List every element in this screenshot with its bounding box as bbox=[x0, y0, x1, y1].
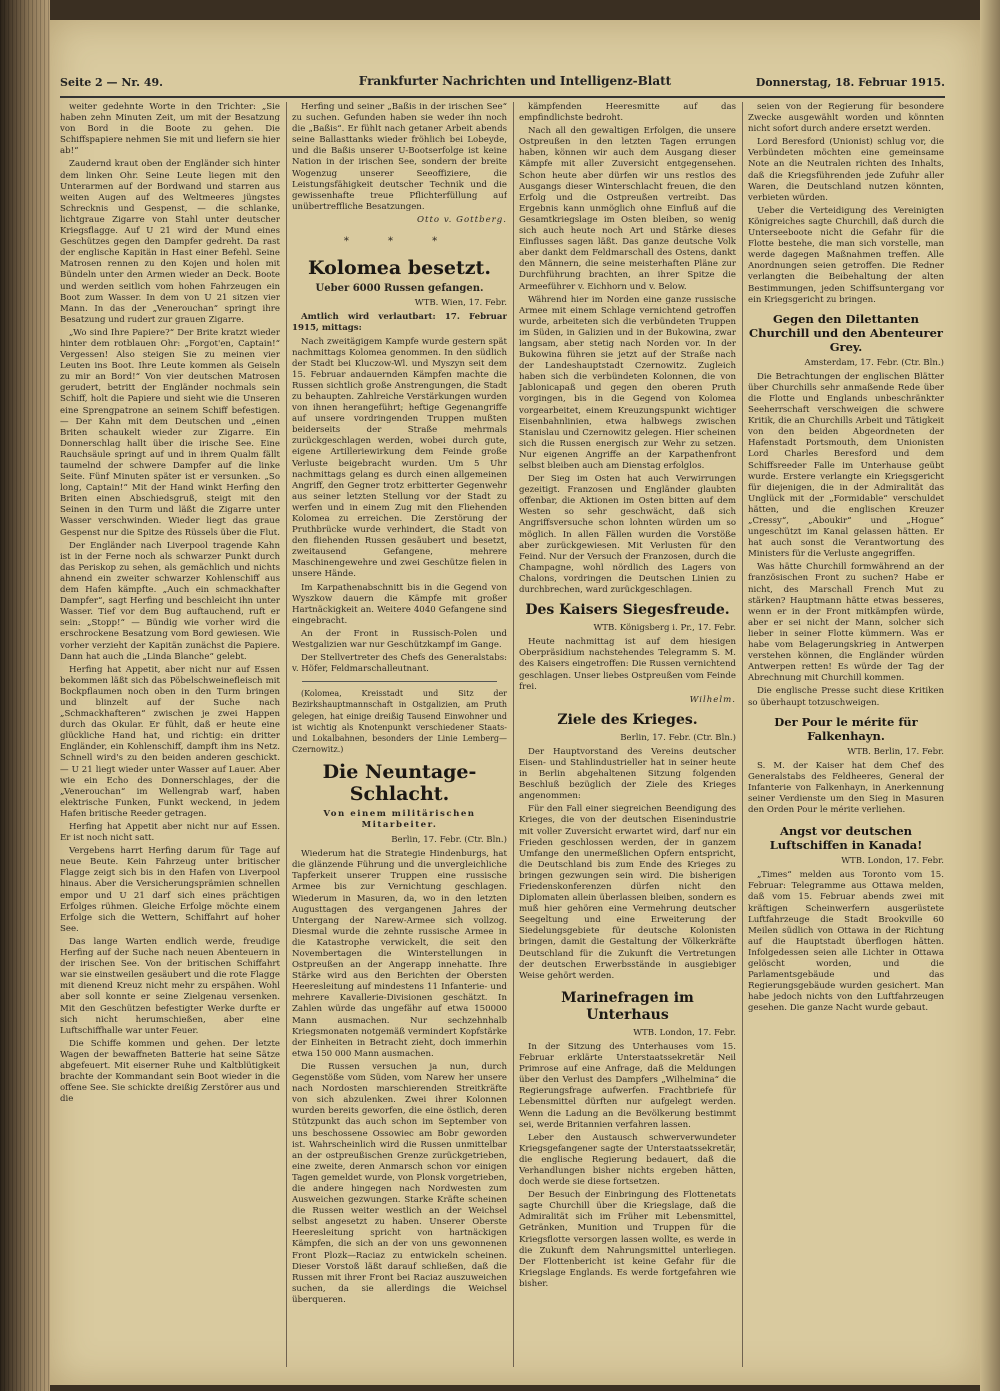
paragraph: Die Betrachtungen der englischen Blätter über Churchills sehr anmaßende Rede über die Flotte und Englands unbeschränkter Seeherrschaft verschweigen die schwere Kritik, die an Churchills Arbeit und Tätigkeit von den beiden Abgeordneten der Hafenstadt Portsmouth, dem Unionisten Lord Charles Beresford und dem Schiffsreeder Falle im Unterhause geübt wurde. Erstere verlangte ein Kriegsgericht für diejenigen, die in der Admiralität das Unglück mit der „Formidable“ verschuldet hätten, und die englischen Kreuzer „Cressy“, „Aboukir“ und „Hogue“ ungeschützt im Kanal gelassen hätten. Er hat auch sonst die Verantwortung des Ministers für die Verluste angegriffen. bbox=[748, 371, 944, 560]
subheadline-kolomea: Ueber 6000 Russen gefangen. bbox=[315, 283, 484, 295]
dateline: WTB. Königsberg i. Pr., 17. Febr. bbox=[593, 623, 736, 634]
paragraph: Der Engländer nach Liverpool tragende Kahn ist in der Ferne noch als schwarzer Punkt durch das Periskop zu sehen, als gemächlich und nichts ahnend ein zweiter schwarzer Kohlenschiff aus dem Hafen kämpfte. „Auch ein schmackhafter Dampfer“, sagt Herfing und beschleicht ihn unter Wasser. Tief vor dem Bug auftauchend, ruft er sein: „Stopp!“ — Bündig wie vorher wird die erschrockene Besatzung vom Bord gewiesen. Wie vorher verzieht der Kapitän zunächst die Papiere. Dann hat auch die „Linda Blanche“ gelebt. bbox=[60, 540, 280, 662]
signature: Der Stellvertreter des Chefs des Generalstabs: v. Höfer, Feldmarschalleutnant. bbox=[292, 653, 507, 675]
column-2 bbox=[292, 102, 507, 1367]
column-4 bbox=[748, 102, 944, 1367]
headline-luftschiffe: Angst vor deutschen Luftschiffen in Kanada! bbox=[769, 824, 923, 853]
headline-neuntage: Die Neuntage-Schlacht. bbox=[322, 760, 477, 805]
paragraph: Das lange Warten endlich werde, freudige Herfing auf der Suche nach neuen Abenteuern in der irischen See. Von der britischen Schiffahrt war sie einstweilen gesäubert und die rote Flagge mit dienend Kreuz nicht mehr zu erspähen. Wohl aber soll konnte er seine Zielgenau versenken. Mit den Geschützen befestigter Werke durfte er sich nicht herumschießen, aber eine Luftschiffhalle war unter Feuer. bbox=[60, 936, 280, 1036]
headline-siegesfreude: Des Kaisers Siegesfreude. bbox=[525, 602, 730, 619]
paragraph: Der Besuch der Einbringung des Flottenetats sagte Churchill über die Kriegslage, daß die Admiralität sich im Früher mit Lebensmittel, Getränken, Munition und Truppen für die Kriegsflotte versorgen lassen wollte, es werde in die Zukunft dem Nahrungsmittel unterliegen. Der Flottenbericht ist keine Gefahr für die Kriegslage Englands. Es werde fortgefahren wie bisher. bbox=[519, 1190, 736, 1289]
paragraph: Heute nachmittag ist auf dem hiesigen Oberpräsidium nachstehendes Telegramm S. M. des Kaisers eingetroffen: Die Russen vernichtend geschlagen. Unser liebes Ostpreußen vom Feinde frei. bbox=[519, 637, 736, 692]
dateline: Amsterdam, 17. Febr. (Ctr. Bln.) bbox=[804, 357, 944, 368]
paragraph: Wiederum hat die Strategie Hindenburgs, hat die glänzende Führung und die unvergleichliche Tapferkeit unserer Truppen eine russische Armee bis zur Vernichtung geschlagen. Wiederum in Masuren, da, wo in den letzten Augusttagen des vergangenen Jahres der Untergang der Narew-Armee sich vollzog. Diesmal wurde die zehnte russische Armee in die Katastrophe verwickelt, die seit den Novembertagen die Winterstellungen in Ostpreußen an der Angerapp innehatte. Ihre Stärke wird aus den Berichten der Obersten Heeresleitung auf mindestens 11 Infanterie- und mehrere Kavallerie-Divisionen geschätzt. In Zahlen würde das ungefähr auf etwa 150000 Mann ausmachen. Nur sechzehnhalb Kriegsmonaten notgemäß vermindert Kopfstärke der Einheiten in Betracht zieht, doch immerhin etwa 150 000 Mann ausmachen. bbox=[292, 849, 507, 1059]
paragraph: Der Hauptvorstand des Vereins deutscher Eisen- und Stahlindustrieller hat in seiner heute in Berlin abgehaltenen Sitzung folgenden Beschluß bezüglich der Ziele des Krieges angenommen: bbox=[519, 746, 736, 802]
dateline: WTB. Wien, 17. Febr. bbox=[414, 298, 507, 309]
paragraph: S. M. der Kaiser hat dem Chef des Generalstabs des Feldheeres, General der Infanterie von Falkenhayn, in Anerkennung seiner Verdienste um den Sieg in Masuren den Orden Pour le mérite verliehen. bbox=[748, 760, 944, 816]
lead: Amtlich wird verlautbart: 17. Februar 1915, mittags: bbox=[292, 312, 507, 334]
paragraph: Lord Beresford (Unionist) schlug vor, die Verbündeten möchten eine gemeinsame Note an die Neutralen richten des Inhalts, daß die Kriegsführenden jede Zufuhr aller Waren, die Deutschland nutzen könnten, verbieten würden. bbox=[748, 137, 944, 203]
paragraph: Zaudernd kraut oben der Engländer sich hinter dem linken Ohr. Seine Leute liegen mit den Unterarmen auf der Bordwand und starren aus weiten Augen auf des Weltmeeres jüngstes Schrecknis und Gespenst, — die schlanke, lichtgraue Zigarre von Stahl unter deutscher Kriegsflagge. Auf U 21 wird der Mund eines Geschützes gegen den Dampfer gedreht. Da rast der englische Kapitän in Hast einer Befehl. Seine Matrosen rennen zu den Kojen und holen mit Bündeln unter den Armen wieder an Deck. Boote und werden seitlich vom hohen Fahrzeugen ein Boot zum Wasser. In dem von U 21 sitzen vier Mann. In das der „Venerouchan“ springt ihre Besatzung und rudert zur grauen Zigarre. bbox=[60, 159, 280, 325]
column-1 bbox=[60, 102, 280, 1367]
article-continuation bbox=[292, 102, 507, 226]
column-3 bbox=[519, 102, 736, 1367]
paragraph: Herfing und seiner „Baßis in der irischen See“ zu suchen. Gefunden haben sie weder ihn noch die „Baßis“. Er fühlt nach getaner Arbeit abends seine Ballasttanks wieder fröhlich bei Lobeyde, und die Baßis unserer U-Bootserfolge ist keine Nation in der irischen See, sondern der breite Wogenzug unserer Seeoffiziere, die Leistungsfähigkeit deutscher Technik und die gewissenhafte treue Pflichterfüllung auf unübertreffliche Besatzungen. bbox=[292, 102, 507, 212]
paragraph: Die englische Presse sucht diese Kritiken so überhaupt totzuschweigen. bbox=[748, 686, 944, 708]
column-divider bbox=[513, 102, 514, 1367]
book-binding bbox=[0, 0, 50, 1391]
signature: Wilhelm. bbox=[689, 694, 736, 705]
paragraph: weiter gedehnte Worte in den Trichter: „Sie haben zehn Minuten Zeit, um mit der Besatzung von Bord in die Boote zu gehen. Die Schiffspapiere nehmen Sie mit und liefern sie hier ab!“ bbox=[60, 102, 280, 157]
headline-pour-le-merite: Der Pour le mérite für Falkenhayn. bbox=[774, 714, 918, 743]
page-header bbox=[60, 72, 945, 94]
paragraph: Die Schiffe kommen und gehen. Der letzte Wagen der bewaffneten Batterie hat seine Sätze abgefeuert. Mit eiserner Ruhe und Kaltblütigkeit brachte der Kommandant sein Boot wieder in die offene See. Sie schickte dreißig Zerstörer aus und die bbox=[60, 1038, 280, 1105]
paragraph: An der Front in Russisch-Polen und Westgalizien war nur Geschützkampf im Gange. bbox=[292, 628, 507, 651]
page-edge bbox=[980, 0, 1000, 1391]
paragraph: Nach zweitägigem Kampfe wurde gestern spät nachmittags Kolomea genommen. In den südlich der Stadt bei Kluczow-Wl. und Myszyn seit dem 15. Februar andauernden Kämpfen machte die Russen sichtlich große Anstrengungen, die Stadt zu behaupten. Zahlreiche Verstärkungen wurden von ihnen herangeführt; heftige Gegenangriffe auf unsere vordringenden Truppen mußten beiderseits der Straße mehrmals zurückgeschlagen werden, wobei durch gute, eigene Artilleriewirkung dem Feinde große Verluste beigebracht wurden. Um 5 Uhr nachmittags gelang es durch einen allgemeinen Angriff, den Gegner trotz erbitterter Gegenwehr aus seiner letzten Stellung vor der Stadt zu werfen und in einem Zug mit den Fliehenden Kolomea zu erreichen. Die Zerstörung der Pruthbrücke wurde verhindert, die Stadt von den fliehenden Russen gesäubert und besetzt, zweitausend Gefangene, mehrere Maschinengewehre und zwei Geschütze fielen in unsere Hände. bbox=[292, 336, 507, 580]
newspaper-page bbox=[50, 20, 980, 1385]
header-rule bbox=[60, 96, 945, 98]
article-body bbox=[519, 747, 736, 982]
column-divider bbox=[742, 102, 743, 1367]
issue-date: Donnerstag, 18. Februar 1915. bbox=[755, 76, 945, 89]
paragraph: „Times“ melden aus Toronto vom 15. Februar: Telegramme aus Ottawa melden, daß vom 15. Februar abends zwei mit kräftigen Scheinwerfern ausgerüstete Luftfahrzeuge die Stadt Brookville 60 Meilen südlich von Ottawa in der Richtung auf die Hauptstadt überflogen hätten. Infolgedessen seien alle Lichter in Ottawa gelöscht worden, und die Parlamentsgebäude und das Regierungsgebäude wurden gesichert. Man habe jedoch nichts von den Luftfahrzeugen gesehen. Die ganze Nacht wurde gebaut. bbox=[748, 870, 944, 1014]
headline-kolomea: Kolomea besetzt. bbox=[308, 257, 491, 280]
masthead: Frankfurter Nachrichten und Intelligenz-Blatt bbox=[358, 74, 672, 88]
paragraph: „Wo sind Ihre Papiere?“ Der Brite kratzt wieder hinter dem rotblauen Ohr: „Forgot'en, Captain!“ Vergessen! Also steigen Sie zu meinen vier Leuten ins Boot. Ihre Leute kommen als Geiseln zu mir an Bord!“ Von vier deutschen Matrosen gerudert, betritt der Engländer nochmals sein Schiff, holt die Papiere und sieht wie die Unseren eine Sprengpatrone an seinem Schiff befestigen. — Der Kahn mit dem Deutschen und „einen Briten schaukelt wieder zur Zigarre. Ein Donnerschlag hallt über die irische See. Eine Rauchsäule springt auf und in ihrem Qualm fällt taumelnd der schwere Dampfer auf die linke Seite. Fünf Minuten später ist er versunken. „So long, Captain!“ Mit der Hand winkt Herfing den Briten einen Abschiedsgruß, steigt mit den Seinen in den Turm und läßt die Zigarre unter Wasser verschwinden. Wieder liegt das graue Gespenst nur die Spitze des Rüssels über die Flut. bbox=[60, 327, 280, 538]
column-divider bbox=[286, 102, 287, 1367]
paragraph: Herfing hat Appetit aber nicht nur auf Essen. Er ist noch nicht satt. bbox=[60, 822, 280, 844]
paragraph: Die Russen versuchen ja nun, durch Gegenstöße vom Süden, vom Narew her unsere nach Nordosten marschierenden Streitkräfte von sich abzulenken. Zwei ihrer Kolonnen wurden bereits geworfen, die eine östlich, deren Stützpunkt das auch schon im September von uns beschossene Ossowiec am Bobr geworden ist. Wahrscheinlich wird die Russen unmittelbar an der ostpreußischen Grenze zurückgetrieben, eine zweite, deren Anmarsch schon vor einigen Tagen gemeldet wurde, von Plonsk vorgetrieben, die andere hingegen nach Nordwesten zum Ausweichen gezwungen. Starke Kräfte scheinen die Russen weiter westlich an der Weichsel selbst angesetzt zu haben. Unserer Oberste Heeresleitung spricht von hartnäckigen Kämpfen, die sich an der von uns gewonnenen Front Plozk—Raciaz zu entwickeln scheinen. Dieser Vorstoß läßt darauf schließen, daß die Russen mit ihrer Front bei Raciaz auszuweichen suchen, da sie allerdings die Weichsel überqueren. bbox=[292, 1061, 507, 1305]
paragraph: Was hätte Churchill formwährend an der französischen Front zu suchen? Habe er nicht, des Marschall French Mut zu stärken? Hauptmann hätte etwas besseres, wenn er in der Front mitkämpfen würde, aber er sei nicht der Mann, solcher sich lieber in seiner Flotte kümmern. Was er habe vom Belagerungskrieg in Antwerpen verstehen können, die Engländer würden Antwerpen retten! Es würde der Tag der Abrechnung mit Churchill kommen. bbox=[748, 562, 944, 684]
paragraph: kämpfenden Heeresmitte auf das empfindlichste bedroht. bbox=[519, 102, 736, 124]
paragraph: In der Sitzung des Unterhauses vom 15. Februar erklärte Unterstaatssekretär Neil Primrose auf eine Anfrage, daß die Meldungen über den Verlust des Dampfers „Wilhelmina“ die Regierungsfrage aufwerfen. Frachtbriefe für Lebensmittel dürften nur aufgelegt werden. Wenn die Ladung an die Bevölkerung bestimmt sei, werde Britannien verfahren lassen. bbox=[519, 1041, 736, 1130]
dateline: Berlin, 17. Febr. (Ctr. Bln.) bbox=[620, 732, 736, 743]
separator-stars: * * * bbox=[343, 236, 456, 248]
paragraph: Nach all den gewaltigen Erfolgen, die unsere Ostpreußen in den letzten Tagen errungen haben, können wir auch dem Ausgang dieser Kämpfe mit aller Zuversicht entgegensehen. Schon heute aber dürfen wir uns restlos des Ausgangs dieser Winterschlacht freuen, die den Erfolg und die Ostpreußen vertreibt. Das Ergebnis kann unmöglich ohne Einfluß auf die Gesamtkriegslage im Osten bleiben, so wenig sich auch heute noch Art und Stärke dieses Einflusses sagen läßt. Das ganze deutsche Volk aber dankt dem Feldmarschall des Ostens, dankt den Männern, die seine meisterhaften Pläne zur Durchführung brachten, an ihrer Spitze die Armeeführer v. Eichhorn und v. Below. bbox=[519, 126, 736, 292]
headline-dilettanten: Gegen den Dilettanten Churchill und den Abenteurer Grey. bbox=[749, 311, 943, 354]
article-body bbox=[292, 337, 507, 652]
paragraph: seien von der Regierung für besondere Zwecke ausgewählt worden und könnten nicht sofort durch andere ersetzt werden. bbox=[748, 102, 944, 135]
author-signature: Otto v. Gottberg. bbox=[416, 214, 507, 225]
headline-marinefragen: Marinefragen im Unterhaus bbox=[561, 989, 694, 1023]
article-body bbox=[292, 849, 507, 1306]
paragraph: Im Karpathenabschnitt bis in die Gegend von Wyszkow dauern die Kämpfe mit großer Hartnäckigkeit an. Weitere 4040 Gefangene sind eingebracht. bbox=[292, 582, 507, 626]
article-body bbox=[519, 1042, 736, 1290]
dateline: WTB. Berlin, 17. Febr. bbox=[847, 746, 944, 757]
paragraph: Für den Fall einer siegreichen Beendigung des Krieges, die von der deutschen Eisenindustrie mit voller Zuversicht erwartet wird, darf nur ein Frieden geschlossen werden, der in ganzem Umfange den unermeßlichen Opfern entspricht, die Deutschland bis zum Ende des Krieges zu bringen gezwungen sein wird. Die bisherigen Friedenskonferenzen dürfen nicht den Diplomaten allein überlassen bleiben, sondern es muß hier gehören eine Vermehrung deutscher Seegeltung und eine Erweiterung der Siedelungsgebiete für deutsche Kolonisten bringen, damit die Gestaltung der Völkerkräfte Deutschland für die Zukunft die Vertretungen der deutschen Erwerbsstände in ausgiebiger Weise gehört werden. bbox=[519, 804, 736, 981]
article-continuation bbox=[748, 102, 944, 306]
note: (Kolomea, Kreisstadt und Sitz der Bezirkshauptmannschaft in Ostgalizien, am Pruth gelegen, hat einige dreißig Tausend Einwohner und ist wichtig als Knotenpunkt verschiedener Staats- und Lokalbahnen, besonders der Linie Lemberg—Czernowitz.) bbox=[292, 689, 507, 754]
paragraph: Der Sieg im Osten hat auch Verwirrungen gezeitigt. Franzosen und Engländer glaubten offenbar, die Aktionen im Osten bitten auf dem Westen so sehr geschwächt, daß sich Angriffsversuche schon lohnten würden um so möglich. In allen Fällen wurden die Vorstöße aber zurückgewiesen. Mit Verlusten für den Feind. Nur der Versuch der Franzosen, durch die Champagne, wohl nördlich des Lagers von Chalons, vordringen die Deutschen Linien zu durchbrechen, ward zurückgeschlagen. bbox=[519, 474, 736, 596]
dateline: WTB. London, 17. Febr. bbox=[633, 1027, 736, 1038]
rule bbox=[302, 681, 497, 682]
article-body bbox=[748, 372, 944, 709]
paragraph: Leber den Austausch schwerverwundeter Kriegsgefangener sagte der Unterstaatssekretär, die englische Regierung bedauert, daß die Verhandlungen bisher nichts ergeben hätten, doch werde sie diese fortsetzen. bbox=[519, 1132, 736, 1188]
article-continuation bbox=[519, 102, 736, 596]
dateline: Berlin, 17. Febr. (Ctr. Bln.) bbox=[391, 835, 507, 846]
page-number: Seite 2 — Nr. 49. bbox=[60, 76, 163, 89]
paragraph: Während hier im Norden eine ganze russische Armee mit einem Schlage vernichtend getroffen wurde, arbeiteten sich die verbündeten Truppen im Süden, in Galizien und in der Bukowina, zwar langsam, aber stetig nach Norden vor. In der Bukowina führen sie jetzt auf der Straße nach der Landeshauptstadt Czernowitz. Zugleich haben sich die verbündeten Kolonnen, die von Jablonicapaß und gegen den oberen Pruth vorgingen, bis in die Gegend von Kolomea vorgearbeitet, einem Kreuzungspunkt wichtiger Eisenbahnlinien, etwa halbwegs zwischen Stanislau und Czernowitz gelegen. Hier scheinen sich die Russen energisch zur Wehr zu setzen. Nur eigenen Angriffe an der Karpathenfront selbst bleiben auch am Dienstag erfolglos. bbox=[519, 294, 736, 471]
headline-ziele: Ziele des Krieges. bbox=[557, 711, 698, 728]
paragraph: Herfing hat Appetit, aber nicht nur auf Essen bekommen läßt sich das Pöbelschweinefleisch mit Bockpflaumen noch oben in den Turm bringen und blinzelt auf der Suche nach „Schmackhafteren“ zwischen je zwei Happen durch das Okular. Er fühlt, daß er heute eine glückliche Hand hat, und richtig: ein dritter Engländer, ein Kohlenschiff, dampft ihm ins Netz. Schnell wird's zu den beiden anderen geschickt. — U 21 liegt wieder unter Wasser auf Lauer. Aber wie ein Echo des Donnerschlages, der die „Venerouchan“ im Wellengrab warf, haben elektrische Funken, Funkt weckend, in jedem Hafen britische Reeder getragen. bbox=[60, 664, 280, 819]
paragraph: Vergebens harrt Herfing darum für Tage auf neue Beute. Kein Fahrzeug unter britischer Flagge zeigt sich bis in den Hafen von Liverpool hinaus. Aber die Versicherungsprämien schnellen empor und U 21 darf sich eines prächtigen Erfolges rühmen. Gleiche Erfolge möchte einem Erfolge sich die Wettern, Schiffahrt auf hoher See. bbox=[60, 846, 280, 934]
paragraph: Ueber die Verteidigung des Vereinigten Königreiches sagte Churchill, daß durch die Unterseeboote nicht die Gefahr für die Flotte bestehe, die man sich vorstelle, man werde dagegen Maßnahmen treffen. Alle Anordnungen seien getroffen. Die Redner verlangten die Beibehaltung der alten Bestimmungen, jeden Schiffsuntergang vor ein Kriegsgericht zu bringen. bbox=[748, 205, 944, 305]
subheadline-neuntage: Von einem militärischen Mitarbeiter. bbox=[323, 808, 476, 830]
dateline: WTB. London, 17. Febr. bbox=[841, 856, 944, 867]
